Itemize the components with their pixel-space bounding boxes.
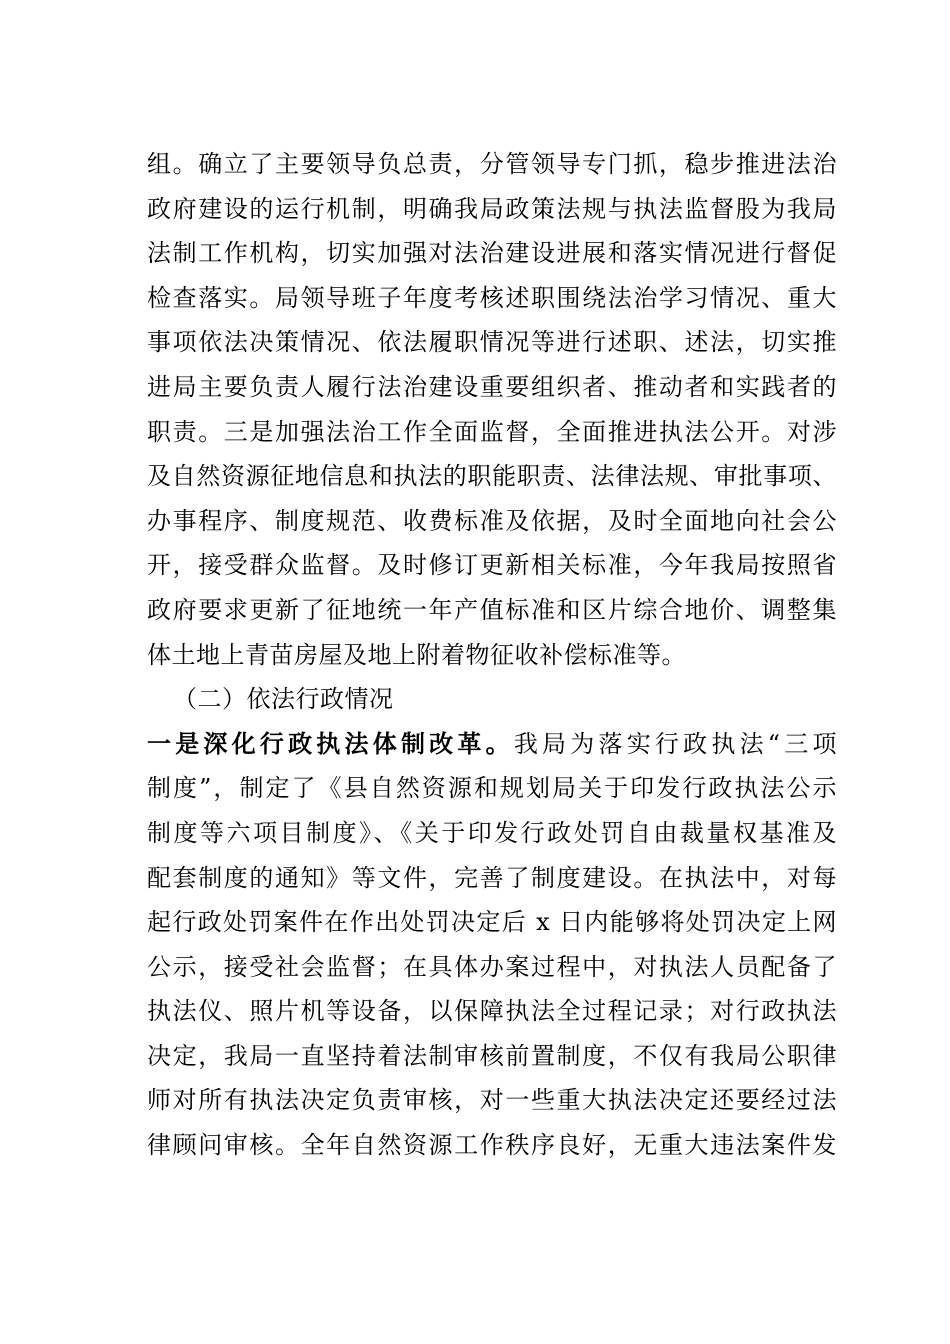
- para1-line-11: 政府要求更新了征地统一年产值标准和区片综合地价、调整集: [147, 595, 837, 624]
- body-text: [147, 142, 837, 1168]
- para1-line-8: 及自然资源征地信息和执法的职能职责、法律法规、审批事项、: [147, 462, 837, 491]
- para1-line-2: 政府建设的运行机制，明确我局政策法规与执法监督股为我局: [147, 194, 837, 223]
- para1-line-6: 进局主要负责人履行法治建设重要组织者、推动者和实践者的: [147, 372, 837, 401]
- para1-line-9: 办事程序、制度规范、收费标准及依据，及时全面地向社会公: [147, 506, 837, 535]
- section-heading: （二）依法行政情况: [173, 685, 394, 714]
- para1-line-3: 法制工作机构，切实加强对法治建设进展和落实情况进行督促: [147, 239, 837, 268]
- para1-line-12: 体土地上青苗房屋及地上附着物征收补偿标准等。: [147, 640, 686, 669]
- para2-line-6: 公示，接受社会监督；在具体办案过程中，对执法人员配备了: [147, 952, 837, 981]
- para2-line-8: 决定，我局一直坚持着法制审核前置制度，不仅有我局公职律: [147, 1041, 837, 1070]
- para2-line-7: 执法仪、照片机等设备，以保障执法全过程记录；对行政执法: [147, 997, 837, 1026]
- para2-line-4: 配套制度的通知》等文件，完善了制度建设。在执法中，对每: [147, 863, 837, 892]
- para2-line-10: 律顾问审核。全年自然资源工作秩序良好，无重大违法案件发: [147, 1131, 837, 1160]
- para2-line-5: 起行政处罚案件在作出处罚决定后 x 日内能够将处罚决定上网: [147, 908, 837, 937]
- para2-lead-bold: 一是深化行政执法体制改革。: [147, 728, 514, 758]
- para2-line-1: [147, 722, 837, 767]
- para1-line-1: 组。确立了主要领导负总责，分管领导专门抓，稳步推进法治: [147, 150, 837, 178]
- para1-line-7: 职责。三是加强法治工作全面监督，全面推进执法公开。对涉: [147, 417, 837, 446]
- para1-line-5: 事项依法决策情况、依法履职情况等进行述职、述法，切实推: [147, 328, 837, 357]
- para2-line-1-rest: 我局为落实行政执法“三项: [513, 729, 837, 758]
- para1-line-10: 开，接受群众监督。及时修订更新相关标准，今年我局按照省: [147, 551, 837, 580]
- para2-line-3: 制度等六项目制度》、《关于印发行政处罚自由裁量权基准及: [147, 818, 837, 847]
- para2-line-2: 制度”，制定了《县自然资源和规划局关于印发行政执法公示: [147, 774, 837, 803]
- para2-line-9: 师对所有执法决定负责审核，对一些重大执法决定还要经过法: [147, 1086, 837, 1115]
- para1-line-4: 检查落实。局领导班子年度考核述职围绕法治学习情况、重大: [147, 283, 837, 312]
